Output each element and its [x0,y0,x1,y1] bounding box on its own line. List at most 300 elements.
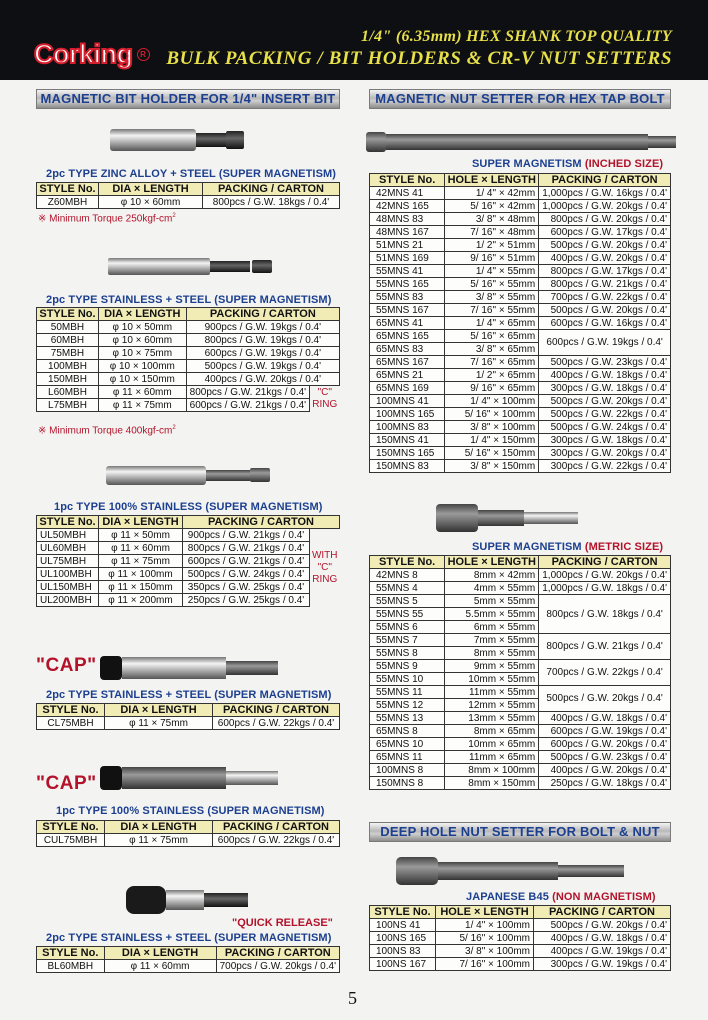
hole-length: 3/ 8" × 100mm [436,945,534,958]
hole-length: 8mm × 150mm [445,777,539,790]
table-row [370,330,671,343]
caption-inched-red: (INCHED SIZE) [584,158,664,170]
table-row [370,569,671,582]
col-header: PACKING / CARTON [534,906,671,919]
style-no: 55MNS 8 [370,647,445,660]
style-no: 100NS 167 [370,958,436,971]
packing: 600pcs / G.W. 21kgs / 0.4' [183,555,310,568]
dia-length: φ 11 × 150mm [99,581,183,594]
table-row [370,738,671,751]
caption-metric-text: SUPER MAGNETISM [472,541,585,553]
col-header: STYLE No. [370,174,445,187]
table-row [37,196,340,209]
style-no: CUL75MBH [37,834,105,847]
style-no: 150MNS 8 [370,777,445,790]
quick-release-label: "QUICK RELEASE" [232,917,333,929]
table-row [37,373,340,386]
style-no: 55MNS 13 [370,712,445,725]
style-no: UL100MBH [37,568,99,581]
bit-holder-image [104,462,274,490]
dia-length: φ 11 × 75mm [99,555,183,568]
table-row [37,399,340,412]
style-no: 55MNS 12 [370,699,445,712]
packing: 500pcs / G.W. 20kgs / 0.4' [539,304,671,317]
table-row [370,226,671,239]
table-row [370,932,671,945]
packing: 500pcs / G.W. 24kgs / 0.4' [183,568,310,581]
style-no: 100MNS 165 [370,408,445,421]
col-header: STYLE No. [37,516,99,529]
style-no: UL50MBH [37,529,99,542]
style-no: 55MNS 41 [370,265,445,278]
table-inched [369,173,671,473]
dia-length: φ 11 × 75mm [98,399,186,412]
col-header: STYLE No. [37,183,99,196]
style-no: 55MNS 7 [370,634,445,647]
packing: 500pcs / G.W. 23kgs / 0.4' [539,751,671,764]
style-no: 42MNS 41 [370,187,445,200]
style-no: 65MNS 167 [370,356,445,369]
torque-note [38,213,176,224]
hole-length: 8mm × 100mm [445,764,539,777]
packing: 600pcs / G.W. 19kgs / 0.4' [539,725,671,738]
page-number: 5 [348,988,357,1008]
packing: 300pcs / G.W. 18kgs / 0.4' [539,434,671,447]
col-header: PACKING / CARTON [183,516,340,529]
hole-length: 7/ 16" × 55mm [445,304,539,317]
col-header: STYLE No. [37,821,105,834]
torque-note [38,425,176,436]
table-header-row [370,906,671,919]
packing: 600pcs / G.W. 22kgs / 0.4' [213,834,340,847]
table-row [370,187,671,200]
hole-length: 1/ 4" × 100mm [436,919,534,932]
caption-metric-red: (METRIC SIZE) [584,541,664,553]
table-row [370,278,671,291]
table-row [370,634,671,647]
hole-length: 11mm × 55mm [445,686,539,699]
torque-note-text: ※ Minimum Torque 250kgf-cm [38,213,173,225]
table-quick-release [36,946,340,973]
packing: 800pcs / G.W. 19kgs / 0.4' [186,334,339,347]
table-row [370,382,671,395]
table-100-stainless [36,515,340,607]
col-header: PACKING / CARTON [213,821,340,834]
table-cap-2pc [36,703,340,730]
banner-nut-setter: MAGNETIC NUT SETTER FOR HEX TAP BOLT [369,89,671,109]
packing: 500pcs / G.W. 24kgs / 0.4' [539,421,671,434]
hole-length: 5/ 16" × 100mm [436,932,534,945]
hole-length: 8mm × 65mm [445,725,539,738]
col-header: STYLE No. [370,906,436,919]
hole-length: 5mm × 55mm [445,595,539,608]
cap-bit-holder-image [98,762,284,794]
hole-length: 8mm × 42mm [445,569,539,582]
hole-length: 5.5mm × 55mm [445,608,539,621]
style-no: 65MNS 165 [370,330,445,343]
packing: 400pcs / G.W. 18kgs / 0.4' [534,932,671,945]
hole-length: 1/ 4" × 65mm [445,317,539,330]
dia-length: φ 10 × 50mm [98,321,186,334]
style-no: 150MNS 165 [370,447,445,460]
hole-length: 4mm × 55mm [445,582,539,595]
style-no: 55MNS 5 [370,595,445,608]
c-ring-note: "C" RING [310,386,340,412]
style-no: 100MNS 83 [370,421,445,434]
table-row [370,460,671,473]
quick-release-holder-image [124,880,254,920]
table-row [370,421,671,434]
table-row [370,725,671,738]
col-header: STYLE No. [37,947,105,960]
style-no: 100NS 165 [370,932,436,945]
table-row [370,447,671,460]
packing: 600pcs / G.W. 20kgs / 0.4' [539,738,671,751]
table-row [370,434,671,447]
table-row [370,777,671,790]
style-no: 55MNS 55 [370,608,445,621]
caption-deep-red: (NON MAGNETISM) [552,891,656,903]
packing: 500pcs / G.W. 20kgs / 0.4' [539,395,671,408]
table-row [370,408,671,421]
hole-length: 5/ 16" × 65mm [445,330,539,343]
packing: 300pcs / G.W. 22kgs / 0.4' [539,460,671,473]
style-no: 55MNS 165 [370,278,445,291]
table-row [370,582,671,595]
hole-length: 7/ 16" × 65mm [445,356,539,369]
caption-zinc-alloy: 2pc TYPE ZINC ALLOY + STEEL (SUPER MAGNETISM) [46,168,337,180]
table-deep [369,905,671,971]
table-row [37,360,340,373]
table-row [370,265,671,278]
style-no: 150MNS 83 [370,460,445,473]
style-no: 75MBH [37,347,99,360]
style-no: 50MBH [37,321,99,334]
cap-label: "CAP" [36,655,97,676]
torque-note-sup: 2 [172,213,176,219]
banner-bit-holder: MAGNETIC BIT HOLDER FOR 1/4" INSERT BIT [36,89,340,109]
style-no: 65MNS 10 [370,738,445,751]
hole-length: 1/ 4" × 42mm [445,187,539,200]
col-header: STYLE No. [37,704,105,717]
style-no: CL75MBH [37,717,105,730]
dia-length: φ 11 × 60mm [98,386,186,399]
table-row [37,334,340,347]
table-header-row [37,947,340,960]
header-title: BULK PACKING / BIT HOLDERS & CR-V NUT SETTERS [166,48,672,69]
col-header: HOLE × LENGTH [445,174,539,187]
hole-length: 10mm × 65mm [445,738,539,751]
style-no: 55MNS 4 [370,582,445,595]
style-no: 100NS 41 [370,919,436,932]
table-row [370,751,671,764]
dia-length: φ 11 × 200mm [99,594,183,607]
table-row [37,581,340,594]
packing: 500pcs / G.W. 20kgs / 0.4' [539,239,671,252]
hole-length: 9/ 16" × 51mm [445,252,539,265]
packing: 350pcs / G.W. 25kgs / 0.4' [183,581,310,594]
table-row [37,960,340,973]
table-row [37,717,340,730]
style-no: 100MBH [37,360,99,373]
style-no: 55MNS 167 [370,304,445,317]
style-no: UL200MBH [37,594,99,607]
style-no: 65MNS 11 [370,751,445,764]
hole-length: 8mm × 55mm [445,647,539,660]
table-row [370,712,671,725]
table-row [370,291,671,304]
dia-length: φ 10 × 100mm [98,360,186,373]
caption-cap-2pc: 2pc TYPE STAINLESS + STEEL (SUPER MAGNETISM) [46,689,332,701]
torque-note-text: ※ Minimum Torque 400kgf-cm [38,425,173,437]
table-row [370,252,671,265]
packing: 700pcs / G.W. 22kgs / 0.4' [539,660,671,686]
packing: 400pcs / G.W. 20kgs / 0.4' [539,764,671,777]
style-no: 65MNS 21 [370,369,445,382]
packing: 800pcs / G.W. 21kgs / 0.4' [539,634,671,660]
table-header-row [37,821,340,834]
hole-length: 3/ 8" × 65mm [445,343,539,356]
table-row [37,555,340,568]
style-no: 51MNS 21 [370,239,445,252]
style-no: 51MNS 169 [370,252,445,265]
hole-length: 6mm × 55mm [445,621,539,634]
style-no: 65MNS 41 [370,317,445,330]
registered-mark: R [137,48,150,61]
style-no: 65MNS 8 [370,725,445,738]
brand-name: Corking [34,38,133,69]
hole-length: 3/ 8" × 48mm [445,213,539,226]
hole-length: 5/ 16" × 100mm [445,408,539,421]
style-no: Z60MBH [37,196,99,209]
table-row [370,945,671,958]
style-no: L60MBH [37,386,99,399]
packing: 800pcs / G.W. 21kgs / 0.4' [539,278,671,291]
col-header: DIA × LENGTH [105,821,213,834]
style-no: L75MBH [37,399,99,412]
col-header: DIA × LENGTH [99,516,183,529]
style-no: 100NS 83 [370,945,436,958]
col-header: STYLE No. [37,308,99,321]
table-row [370,239,671,252]
hole-length: 9mm × 55mm [445,660,539,673]
hole-length: 1/ 2" × 51mm [445,239,539,252]
packing: 600pcs / G.W. 22kgs / 0.4' [213,717,340,730]
packing: 400pcs / G.W. 20kgs / 0.4' [539,252,671,265]
packing: 400pcs / G.W. 19kgs / 0.4' [534,945,671,958]
style-no: 60MBH [37,334,99,347]
packing: 300pcs / G.W. 20kgs / 0.4' [539,447,671,460]
style-no: 42MNS 8 [370,569,445,582]
packing: 600pcs / G.W. 21kgs / 0.4' [186,399,309,412]
packing: 800pcs / G.W. 18kgs / 0.4' [203,196,340,209]
col-header: STYLE No. [370,556,445,569]
hole-length: 11mm × 65mm [445,751,539,764]
packing: 800pcs / G.W. 21kgs / 0.4' [186,386,309,399]
style-no: 42MNS 165 [370,200,445,213]
col-header: HOLE × LENGTH [436,906,534,919]
table-row [370,958,671,971]
table-row [370,200,671,213]
table-row [37,386,340,399]
style-no: UL60MBH [37,542,99,555]
dia-length: φ 11 × 50mm [99,529,183,542]
style-no: 150MBH [37,373,99,386]
hole-length: 10mm × 55mm [445,673,539,686]
table-row [370,213,671,226]
table-header-row [37,308,340,321]
hole-length: 7mm × 55mm [445,634,539,647]
style-no: 48MNS 83 [370,213,445,226]
bit-holder-image [108,125,258,157]
packing: 1,000pcs / G.W. 20kgs / 0.4' [539,569,671,582]
cap-bit-holder-image [98,652,284,684]
packing: 250pcs / G.W. 25kgs / 0.4' [183,594,310,607]
bit-holder-image [106,254,276,280]
style-no: 150MNS 41 [370,434,445,447]
style-no: 55MNS 10 [370,673,445,686]
style-no: 55MNS 9 [370,660,445,673]
dia-length: φ 11 × 75mm [105,834,213,847]
style-no: 65MNS 169 [370,382,445,395]
hole-length: 5/ 16" × 42mm [445,200,539,213]
dia-length: φ 11 × 60mm [104,960,216,973]
caption-inched [472,158,663,170]
table-header-row [37,704,340,717]
col-header: PACKING / CARTON [216,947,339,960]
table-row [37,542,340,555]
hole-length: 5/ 16" × 150mm [445,447,539,460]
col-header: DIA × LENGTH [98,308,186,321]
table-row [37,568,340,581]
table-cap-1pc [36,820,340,847]
packing: 250pcs / G.W. 18kgs / 0.4' [539,777,671,790]
style-no: 48MNS 167 [370,226,445,239]
table-row [370,764,671,777]
col-header: PACKING / CARTON [539,174,671,187]
dia-length: φ 11 × 60mm [99,542,183,555]
caption-100-stainless: 1pc TYPE 100% STAINLESS (SUPER MAGNETISM) [54,501,323,513]
dia-length: φ 10 × 60mm [98,334,186,347]
packing: 600pcs / G.W. 16kgs / 0.4' [539,317,671,330]
hole-length: 1/ 4" × 150mm [445,434,539,447]
page-header [0,0,708,80]
packing: 400pcs / G.W. 20kgs / 0.4' [186,373,339,386]
hole-length: 3/ 8" × 55mm [445,291,539,304]
packing: 800pcs / G.W. 20kgs / 0.4' [539,213,671,226]
table-row [37,834,340,847]
deep-hole-nut-setter-image [394,853,628,889]
hole-length: 3/ 8" × 100mm [445,421,539,434]
packing: 800pcs / G.W. 21kgs / 0.4' [183,542,310,555]
table-header-row [370,556,671,569]
hole-length: 1/ 4" × 100mm [445,395,539,408]
c-ring-note: WITH "C" RING [310,529,340,607]
col-header: PACKING / CARTON [539,556,671,569]
table-metric [369,555,671,790]
style-no: 65MNS 83 [370,343,445,356]
packing: 500pcs / G.W. 23kgs / 0.4' [539,356,671,369]
corking-logo [34,36,150,72]
caption-cap-1pc: 1pc TYPE 100% STAINLESS (SUPER MAGNETISM) [56,805,325,817]
table-row [370,304,671,317]
hole-length: 3/ 8" × 150mm [445,460,539,473]
hole-length: 7/ 16" × 48mm [445,226,539,239]
table-header-row [37,183,340,196]
table-row [370,317,671,330]
packing: 400pcs / G.W. 18kgs / 0.4' [539,712,671,725]
packing: 700pcs / G.W. 20kgs / 0.4' [216,960,339,973]
style-no: 55MNS 6 [370,621,445,634]
table-row [37,321,340,334]
table-row [37,594,340,607]
packing: 1,000pcs / G.W. 16kgs / 0.4' [539,187,671,200]
style-no: 55MNS 11 [370,686,445,699]
caption-quick-release: 2pc TYPE STAINLESS + STEEL (SUPER MAGNETISM) [46,932,332,944]
caption-deep [466,891,656,903]
table-row [370,356,671,369]
hole-length: 1/ 2" × 65mm [445,369,539,382]
style-no: UL150MBH [37,581,99,594]
packing: 900pcs / G.W. 19kgs / 0.4' [186,321,339,334]
dia-length: φ 10 × 60mm [99,196,203,209]
table-stainless-steel [36,307,340,412]
caption-deep-text: JAPANESE B45 [466,891,553,903]
caption-inched-text: SUPER MAGNETISM [472,158,585,170]
table-row [370,369,671,382]
packing: 600pcs / G.W. 17kgs / 0.4' [539,226,671,239]
packing: 500pcs / G.W. 20kgs / 0.4' [539,686,671,712]
caption-stainless-steel: 2pc TYPE STAINLESS + STEEL (SUPER MAGNETISM) [46,294,332,306]
packing: 300pcs / G.W. 19kgs / 0.4' [534,958,671,971]
table-row [370,919,671,932]
nut-setter-long-image [366,124,692,160]
col-header: PACKING / CARTON [203,183,340,196]
packing: 700pcs / G.W. 22kgs / 0.4' [539,291,671,304]
dia-length: φ 10 × 150mm [98,373,186,386]
packing: 900pcs / G.W. 21kgs / 0.4' [183,529,310,542]
header-subtitle: 1/4" (6.35mm) HEX SHANK TOP QUALITY [361,28,672,45]
style-no: UL75MBH [37,555,99,568]
table-header-row [37,516,340,529]
hole-length: 13mm × 55mm [445,712,539,725]
packing: 1,000pcs / G.W. 18kgs / 0.4' [539,582,671,595]
packing: 500pcs / G.W. 19kgs / 0.4' [186,360,339,373]
dia-length: φ 11 × 100mm [99,568,183,581]
col-header: DIA × LENGTH [99,183,203,196]
col-header: DIA × LENGTH [105,704,213,717]
hole-length: 1/ 4" × 55mm [445,265,539,278]
table-row [370,595,671,608]
table-row [37,529,340,542]
table-zinc-alloy [36,182,340,209]
packing: 300pcs / G.W. 18kgs / 0.4' [539,382,671,395]
dia-length: φ 11 × 75mm [105,717,213,730]
packing: 400pcs / G.W. 18kgs / 0.4' [539,369,671,382]
packing: 1,000pcs / G.W. 20kgs / 0.4' [539,200,671,213]
table-row [370,395,671,408]
packing: 800pcs / G.W. 18kgs / 0.4' [539,595,671,634]
col-header: DIA × LENGTH [104,947,216,960]
packing: 600pcs / G.W. 19kgs / 0.4' [539,330,671,356]
col-header: PACKING / CARTON [186,308,339,321]
style-no: 55MNS 83 [370,291,445,304]
nut-setter-short-image [434,500,584,536]
cap-label: "CAP" [36,773,97,794]
packing: 800pcs / G.W. 17kgs / 0.4' [539,265,671,278]
banner-deep-hole: DEEP HOLE NUT SETTER FOR BOLT & NUT [369,822,671,842]
dia-length: φ 10 × 75mm [98,347,186,360]
